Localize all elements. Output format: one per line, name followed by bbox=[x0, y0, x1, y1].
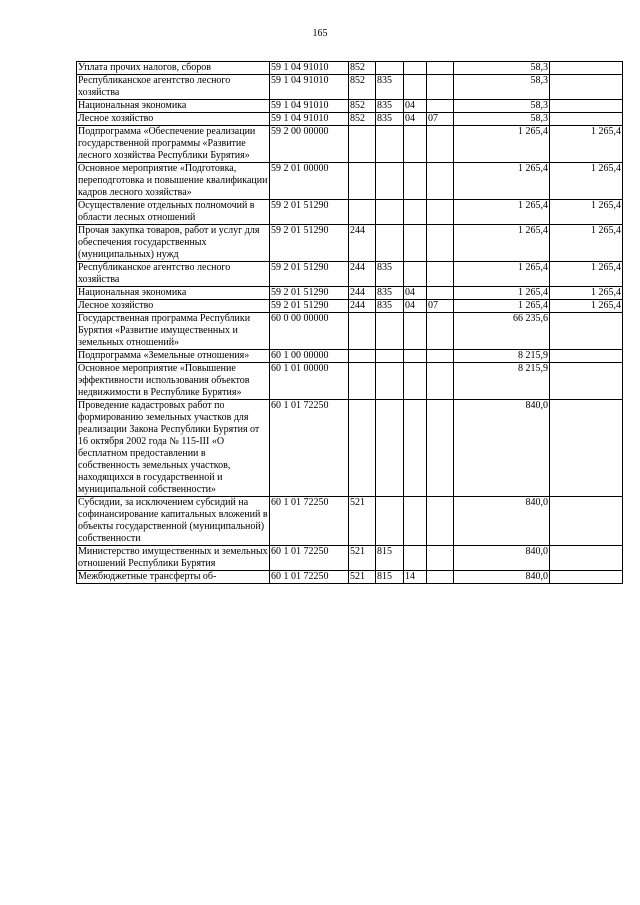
amount-year2-cell bbox=[550, 350, 623, 363]
amount-year2-cell: 1 265,4 bbox=[550, 163, 623, 200]
table-row bbox=[77, 287, 623, 300]
amount-year2-cell bbox=[550, 571, 623, 584]
section-code-cell bbox=[404, 200, 427, 225]
target-code-cell: 59 2 01 51290 bbox=[270, 200, 349, 225]
target-code-cell: 60 1 01 72250 bbox=[270, 546, 349, 571]
section-code-cell: 04 bbox=[404, 300, 427, 313]
amount-year2-cell bbox=[550, 113, 623, 126]
administrator-code-cell bbox=[376, 497, 404, 546]
table-row bbox=[77, 571, 623, 584]
table-row bbox=[77, 546, 623, 571]
amount-year1-cell: 1 265,4 bbox=[454, 287, 550, 300]
row-name-cell: Подпрограмма «Обеспечение реализации государственной программы «Развитие лесного хозяйства Республики Бурятия» bbox=[77, 126, 270, 163]
administrator-code-cell: 835 bbox=[376, 287, 404, 300]
expense-type-cell: 521 bbox=[349, 546, 376, 571]
table-row bbox=[77, 225, 623, 262]
row-name-cell: Лесное хозяйство bbox=[77, 113, 270, 126]
section-code-cell bbox=[404, 497, 427, 546]
section-code-cell bbox=[404, 225, 427, 262]
target-code-cell: 60 1 01 72250 bbox=[270, 497, 349, 546]
section-code-cell: 14 bbox=[404, 571, 427, 584]
section-code-cell: 04 bbox=[404, 113, 427, 126]
subsection-code-cell bbox=[427, 400, 454, 497]
target-code-cell: 60 1 01 72250 bbox=[270, 571, 349, 584]
row-name-cell: Основное мероприятие «Повышение эффективности использования объектов недвижимости в Республике Бурятия» bbox=[77, 363, 270, 400]
row-name-cell: Республиканское агентство лесного хозяйства bbox=[77, 75, 270, 100]
row-name-cell: Уплата прочих налогов, сборов bbox=[77, 62, 270, 75]
target-code-cell: 59 2 00 00000 bbox=[270, 126, 349, 163]
target-code-cell: 60 1 01 00000 bbox=[270, 363, 349, 400]
subsection-code-cell bbox=[427, 350, 454, 363]
expense-type-cell: 852 bbox=[349, 113, 376, 126]
subsection-code-cell bbox=[427, 287, 454, 300]
amount-year1-cell: 58,3 bbox=[454, 113, 550, 126]
row-name-cell: Государственная программа Республики Бурятия «Развитие имущественных и земельных отношений» bbox=[77, 313, 270, 350]
section-code-cell bbox=[404, 262, 427, 287]
budget-table-body bbox=[77, 62, 623, 584]
expense-type-cell bbox=[349, 313, 376, 350]
row-name-cell: Республиканское агентство лесного хозяйства bbox=[77, 262, 270, 287]
target-code-cell: 60 0 00 00000 bbox=[270, 313, 349, 350]
table-row bbox=[77, 313, 623, 350]
table-row bbox=[77, 400, 623, 497]
expense-type-cell: 521 bbox=[349, 497, 376, 546]
target-code-cell: 59 2 01 51290 bbox=[270, 262, 349, 287]
target-code-cell: 59 2 01 51290 bbox=[270, 287, 349, 300]
subsection-code-cell bbox=[427, 313, 454, 350]
amount-year1-cell: 1 265,4 bbox=[454, 163, 550, 200]
amount-year1-cell: 66 235,6 bbox=[454, 313, 550, 350]
amount-year2-cell bbox=[550, 497, 623, 546]
subsection-code-cell bbox=[427, 75, 454, 100]
amount-year1-cell: 840,0 bbox=[454, 497, 550, 546]
subsection-code-cell bbox=[427, 126, 454, 163]
amount-year1-cell: 1 265,4 bbox=[454, 225, 550, 262]
administrator-code-cell bbox=[376, 363, 404, 400]
amount-year1-cell: 1 265,4 bbox=[454, 300, 550, 313]
administrator-code-cell bbox=[376, 400, 404, 497]
table-row bbox=[77, 62, 623, 75]
expense-type-cell bbox=[349, 200, 376, 225]
section-code-cell: 04 bbox=[404, 287, 427, 300]
expense-type-cell: 521 bbox=[349, 571, 376, 584]
administrator-code-cell: 815 bbox=[376, 571, 404, 584]
row-name-cell: Национальная экономика bbox=[77, 100, 270, 113]
amount-year2-cell bbox=[550, 313, 623, 350]
amount-year2-cell: 1 265,4 bbox=[550, 262, 623, 287]
administrator-code-cell bbox=[376, 313, 404, 350]
section-code-cell bbox=[404, 546, 427, 571]
expense-type-cell bbox=[349, 363, 376, 400]
row-name-cell: Лесное хозяйство bbox=[77, 300, 270, 313]
page-number: 165 bbox=[312, 28, 328, 39]
expense-type-cell: 852 bbox=[349, 75, 376, 100]
table-row bbox=[77, 300, 623, 313]
target-code-cell: 60 1 01 72250 bbox=[270, 400, 349, 497]
expense-type-cell: 852 bbox=[349, 100, 376, 113]
administrator-code-cell bbox=[376, 350, 404, 363]
amount-year2-cell: 1 265,4 bbox=[550, 287, 623, 300]
row-name-cell: Проведение кадастровых работ по формированию земельных участков для реализации Закона Республики Бурятия от 16 октября 2002 года № 115-III «О бесплатном предоставлении в собственность земельных участков, находящихся в государственной и муниципальной собственности» bbox=[77, 400, 270, 497]
row-name-cell: Межбюджетные трансферты об- bbox=[77, 571, 270, 584]
subsection-code-cell bbox=[427, 546, 454, 571]
section-code-cell bbox=[404, 75, 427, 100]
amount-year1-cell: 840,0 bbox=[454, 571, 550, 584]
row-name-cell: Национальная экономика bbox=[77, 287, 270, 300]
table-row bbox=[77, 262, 623, 287]
row-name-cell: Основное мероприятие «Подготовка, переподготовка и повышение квалификации кадров лесного хозяйства» bbox=[77, 163, 270, 200]
target-code-cell: 59 1 04 91010 bbox=[270, 113, 349, 126]
administrator-code-cell bbox=[376, 163, 404, 200]
table-row bbox=[77, 363, 623, 400]
budget-table bbox=[76, 61, 623, 584]
amount-year2-cell: 1 265,4 bbox=[550, 126, 623, 163]
expense-type-cell bbox=[349, 400, 376, 497]
target-code-cell: 59 1 04 91010 bbox=[270, 75, 349, 100]
subsection-code-cell: 07 bbox=[427, 300, 454, 313]
amount-year2-cell bbox=[550, 100, 623, 113]
subsection-code-cell bbox=[427, 100, 454, 113]
administrator-code-cell: 815 bbox=[376, 546, 404, 571]
expense-type-cell: 244 bbox=[349, 225, 376, 262]
row-name-cell: Министерство имущественных и земельных отношений Республики Бурятия bbox=[78, 546, 268, 569]
subsection-code-cell bbox=[427, 571, 454, 584]
amount-year1-cell: 840,0 bbox=[454, 400, 550, 497]
target-code-cell: 60 1 00 00000 bbox=[270, 350, 349, 363]
expense-type-cell bbox=[349, 350, 376, 363]
expense-type-cell bbox=[349, 163, 376, 200]
administrator-code-cell bbox=[376, 126, 404, 163]
table-row bbox=[77, 350, 623, 363]
expense-type-cell: 244 bbox=[349, 300, 376, 313]
amount-year1-cell: 58,3 bbox=[454, 75, 550, 100]
subsection-code-cell: 07 bbox=[427, 113, 454, 126]
amount-year1-cell: 58,3 bbox=[454, 62, 550, 75]
administrator-code-cell: 835 bbox=[376, 113, 404, 126]
amount-year2-cell bbox=[550, 62, 623, 75]
subsection-code-cell bbox=[427, 200, 454, 225]
section-code-cell bbox=[404, 313, 427, 350]
expense-type-cell: 852 bbox=[349, 62, 376, 75]
section-code-cell bbox=[404, 363, 427, 400]
amount-year2-cell bbox=[550, 75, 623, 100]
target-code-cell: 59 2 01 00000 bbox=[270, 163, 349, 200]
amount-year1-cell: 840,0 bbox=[454, 546, 550, 571]
table-row bbox=[77, 75, 623, 100]
row-name-cell: Прочая закупка товаров, работ и услуг для обеспечения государственных (муниципальных) нужд bbox=[77, 225, 270, 262]
amount-year2-cell: 1 265,4 bbox=[550, 200, 623, 225]
target-code-cell: 59 1 04 91010 bbox=[270, 62, 349, 75]
administrator-code-cell bbox=[376, 225, 404, 262]
amount-year2-cell bbox=[550, 400, 623, 497]
expense-type-cell: 244 bbox=[349, 262, 376, 287]
section-code-cell bbox=[404, 400, 427, 497]
table-row bbox=[77, 200, 623, 225]
amount-year1-cell: 1 265,4 bbox=[454, 200, 550, 225]
amount-year1-cell: 58,3 bbox=[454, 100, 550, 113]
amount-year2-cell bbox=[550, 363, 623, 400]
section-code-cell bbox=[404, 126, 427, 163]
table-row bbox=[77, 126, 623, 163]
subsection-code-cell bbox=[427, 363, 454, 400]
row-name-cell: Осуществление отдельных полномочий в области лесных отношений bbox=[77, 200, 270, 225]
administrator-code-cell: 835 bbox=[376, 262, 404, 287]
target-code-cell: 59 1 04 91010 bbox=[270, 100, 349, 113]
subsection-code-cell bbox=[427, 262, 454, 287]
administrator-code-cell bbox=[376, 200, 404, 225]
section-code-cell bbox=[404, 350, 427, 363]
amount-year2-cell bbox=[550, 546, 623, 571]
table-row bbox=[77, 163, 623, 200]
subsection-code-cell bbox=[427, 225, 454, 262]
amount-year1-cell: 1 265,4 bbox=[454, 262, 550, 287]
table-row bbox=[77, 100, 623, 113]
table-row bbox=[77, 497, 623, 546]
amount-year1-cell: 8 215,9 bbox=[454, 363, 550, 400]
amount-year1-cell: 1 265,4 bbox=[454, 126, 550, 163]
subsection-code-cell bbox=[427, 497, 454, 546]
expense-type-cell bbox=[349, 126, 376, 163]
row-name-cell: Подпрограмма «Земельные отношения» bbox=[77, 350, 270, 363]
administrator-code-cell: 835 bbox=[376, 75, 404, 100]
administrator-code-cell bbox=[376, 62, 404, 75]
section-code-cell bbox=[404, 163, 427, 200]
administrator-code-cell: 835 bbox=[376, 300, 404, 313]
table-row bbox=[77, 113, 623, 126]
section-code-cell bbox=[404, 62, 427, 75]
section-code-cell: 04 bbox=[404, 100, 427, 113]
administrator-code-cell: 835 bbox=[376, 100, 404, 113]
target-code-cell: 59 2 01 51290 bbox=[270, 300, 349, 313]
amount-year2-cell: 1 265,4 bbox=[550, 300, 623, 313]
amount-year1-cell: 8 215,9 bbox=[454, 350, 550, 363]
subsection-code-cell bbox=[427, 62, 454, 75]
target-code-cell: 59 2 01 51290 bbox=[270, 225, 349, 262]
subsection-code-cell bbox=[427, 163, 454, 200]
expense-type-cell: 244 bbox=[349, 287, 376, 300]
row-name-cell: Субсидии, за исключением субсидий на софинансирование капитальных вложений в объекты государственной (муниципальной) собственности bbox=[78, 497, 268, 544]
amount-year2-cell: 1 265,4 bbox=[550, 225, 623, 262]
